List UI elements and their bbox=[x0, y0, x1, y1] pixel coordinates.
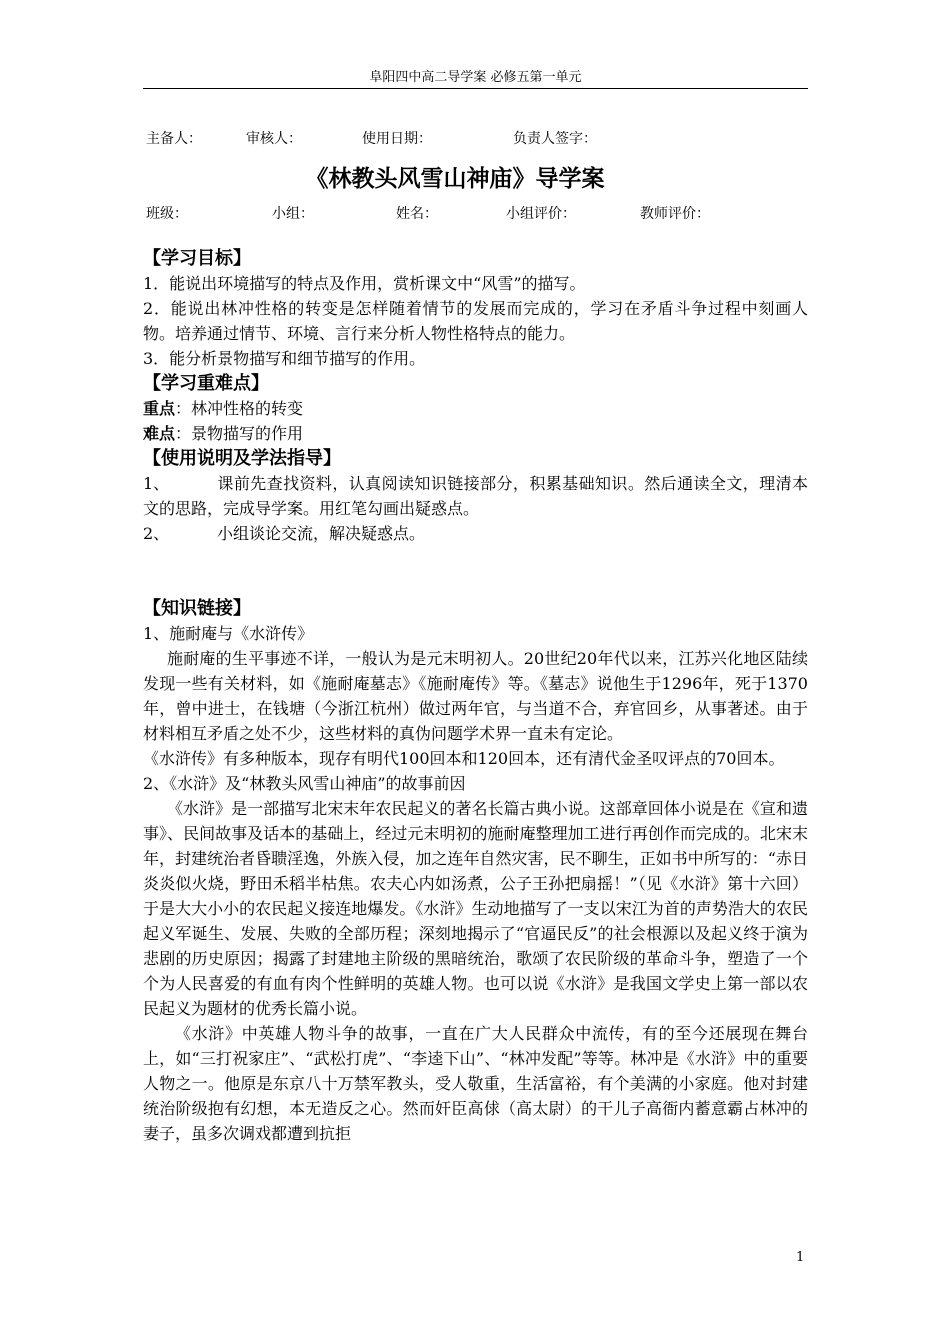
meta-group: 小组： bbox=[272, 206, 314, 222]
meta-preparer: 主备人： bbox=[146, 131, 202, 147]
guide-heading: 【使用说明及学法指导】 bbox=[143, 448, 341, 469]
meta-date: 使用日期： bbox=[362, 131, 432, 147]
page-number: 1 bbox=[796, 1250, 805, 1265]
guide-item-text: 小组谈论交流，解决疑惑点。 bbox=[217, 524, 426, 543]
running-header: 阜阳四中高二导学案 必修五第一单元 bbox=[143, 66, 808, 89]
section-spacer bbox=[143, 546, 808, 596]
goal-item: 3．能分析景物描写和细节描写的作用。 bbox=[143, 349, 426, 368]
difficult-point-label: 难点 bbox=[143, 424, 176, 443]
guide-item-number: 1、 bbox=[143, 474, 170, 493]
knowledge-heading: 【知识链接】 bbox=[143, 598, 251, 619]
keypoints-heading: 【学习重难点】 bbox=[143, 373, 269, 394]
meta-name: 姓名： bbox=[396, 206, 438, 222]
difficult-point bbox=[143, 421, 808, 446]
goal-item: 2．能说出林冲性格的转变是怎样随着情节的发展而完成的，学习在矛盾斗争过程中刻画人物。培养通过情节、环境、言行来分析人物性格特点的能力。 bbox=[143, 299, 808, 343]
knowledge-subheading: 1、施耐庵与《水浒传》 bbox=[143, 624, 314, 643]
guide-item-paragraph bbox=[143, 521, 808, 546]
knowledge-subheading: 2、《水浒》及“林教头风雪山神庙”的故事前因 bbox=[143, 774, 466, 793]
key-point-text: ：林冲性格的转变 bbox=[175, 399, 304, 418]
knowledge-paragraph: 《水浒传》有多种版本，现存有明代100回本和120回本，还有清代金圣叹评点的70回本。 bbox=[143, 749, 785, 768]
guide-item bbox=[143, 471, 808, 521]
meta-group-eval: 小组评价： bbox=[506, 206, 576, 222]
guide-item-text: 课前先查找资料，认真阅读知识链接部分，积累基础知识。然后通读全文，理清本文的思路，完成导学案。用红笔勾画出疑惑点。 bbox=[143, 474, 808, 518]
key-point-label: 重点 bbox=[143, 399, 176, 418]
guide-item-number: 2、 bbox=[143, 524, 170, 543]
knowledge-paragraph: 《水浒》是一部描写北宋末年农民起义的著名长篇古典小说。这部章回体小说是在《宣和遗事》、民间故事及话本的基础上，经过元末明初的施耐庵整理加工进行再创作而完成的。北宋末年，封建统治者昏聩淫逸，外族入侵，加之连年自然灾害，民不聊生，正如书中所写的：“赤日炎炎似火烧，野田禾稻半枯焦。农夫心内如汤煮，公子王孙把扇摇！”（见《水浒》第十六回）于是大大小小的农民起义接连地爆发。《水浒》生动地描写了一支以宋江为首的声势浩大的农民起义军诞生、发展、失败的全部历程；深刻地揭示了“官逼民反”的社会根源以及起义终于演为悲剧的历史原因；揭露了封建地主阶级的黑暗统治，歌颂了农民阶级的革命斗争，塑造了一个个为人民喜爱的有血有肉个性鲜明的英雄人物。也可以说《水浒》是我国文学史上第一部以农民起义为题材的优秀长篇小说。 bbox=[143, 799, 808, 1018]
guide-item bbox=[143, 521, 808, 546]
goal-item: 1．能说出环境描写的特点及作用，赏析课文中“风雪”的描写。 bbox=[143, 274, 586, 293]
main-content bbox=[143, 246, 808, 1146]
goals-heading: 【学习目标】 bbox=[143, 248, 251, 269]
meta-reviewer: 审核人： bbox=[246, 131, 302, 147]
meta-class: 班级： bbox=[146, 206, 188, 222]
knowledge-paragraph: 施耐庵的生平事迹不详，一般认为是元末明初人。20世纪20年代以来，江苏兴化地区陆续发现一些有关材料，如《施耐庵墓志》《施耐庵传》等。《墓志》说他生于1296年，死于1370年，曾中进士，在钱塘（今浙江杭州）做过两年官，与当道不合，弃官回乡，从事著述。由于材料相互矛盾之处不少，这些材料的真伪问题学术界一直未有定论。 bbox=[143, 649, 808, 743]
page-title: 《林教头风雪山神庙》导学案 bbox=[305, 166, 605, 192]
meta-signer: 负责人签字： bbox=[513, 131, 597, 147]
knowledge-paragraph: 《水浒》中英雄人物斗争的故事，一直在广大人民群众中流传，有的至今还展现在舞台上，如“三打祝家庄”、“武松打虎”、“李逵下山”、“林冲发配”等等。林冲是《水浒》中的重要人物之一。他原是东京八十万禁军教头，受人敬重，生活富裕，有个美满的小家庭。他对封建统治阶级抱有幻想，本无造反之心。然而奸臣高俅（高太尉）的干儿子高衙内蓄意霸占林冲的妻子，虽多次调戏都遭到抗拒 bbox=[143, 1024, 808, 1143]
meta-teacher-eval: 教师评价： bbox=[640, 206, 710, 222]
difficult-point-text: ：景物描写的作用 bbox=[175, 424, 304, 443]
guide-item-paragraph bbox=[143, 471, 808, 521]
key-point bbox=[143, 396, 808, 421]
